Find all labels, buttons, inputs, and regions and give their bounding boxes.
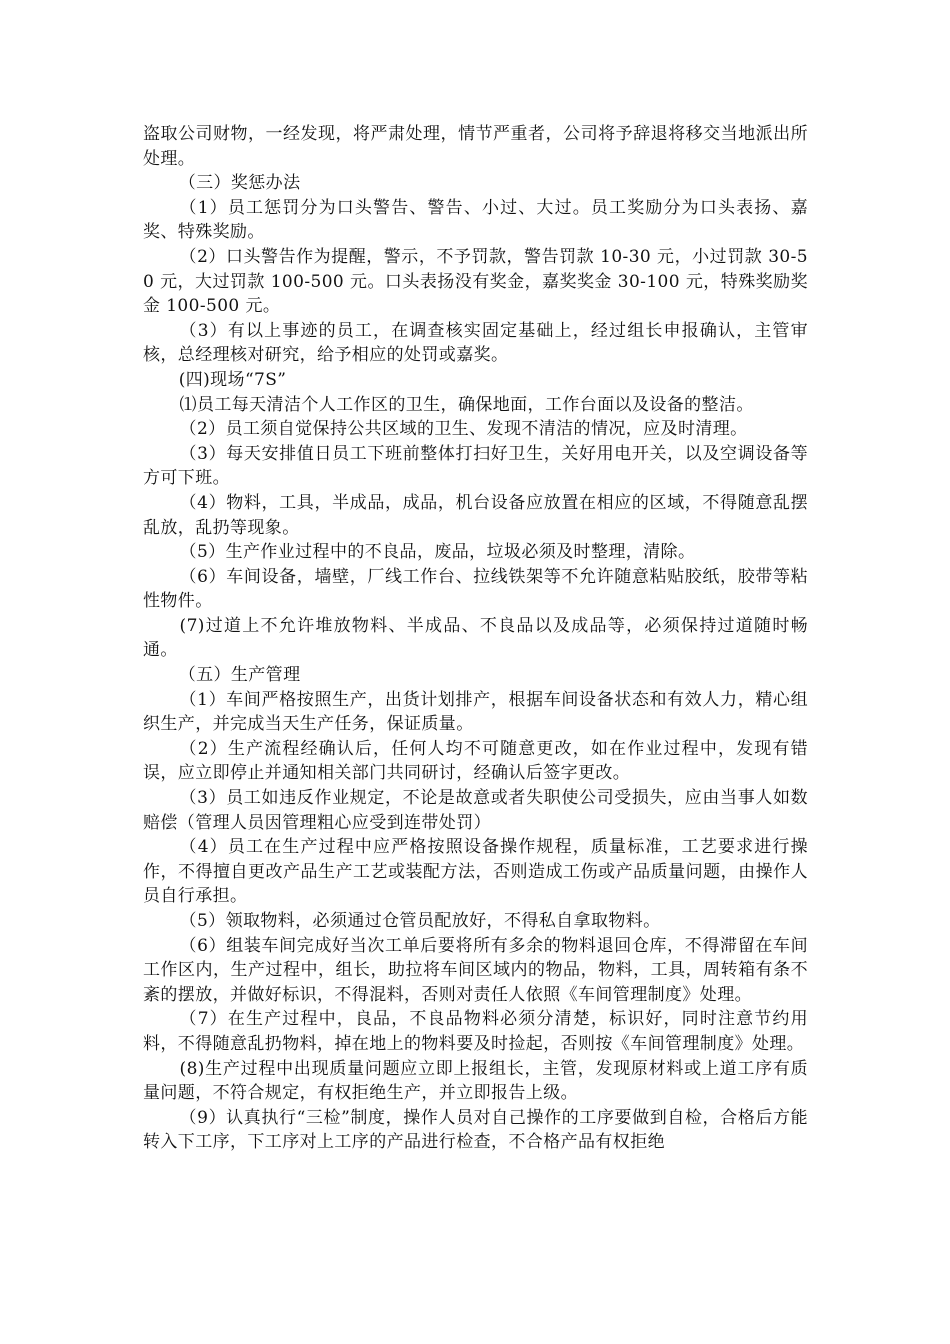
list-item: （7）在生产过程中，良品，不良品物料必须分清楚，标识好，同时注意节约用料，不得随意乱扔物料，掉在地上的物料要及时捡起，否则按《车间管理制度》处理。 xyxy=(143,1009,808,1054)
list-item: （5）领取物料，必须通过仓管员配放好，不得私自拿取物料。 xyxy=(179,911,661,931)
list-item: （6）车间设备，墙壁，厂线工作台、拉线铁架等不允许随意粘贴胶纸，胶带等粘性物件。 xyxy=(143,566,808,612)
list-item: （2）生产流程经确认后，任何人均不可随意更改，如在作业过程中，发现有错误，应立即停止并通知相关部门共同研讨，经确认后签字更改。 xyxy=(143,738,808,784)
list-item: （3）有以上事迹的员工，在调查核实固定基础上，经过组长申报确认，主管审核，总经理核对研究，给予相应的处罚或嘉奖。 xyxy=(143,320,808,366)
list-item: （4）员工在生产过程中应严格按照设备操作规程，质量标准，工艺要求进行操作，不得擅自更改产品生产工艺或装配方法，否则造成工伤或产品质量问题，由操作人员自行承担。 xyxy=(143,837,808,907)
list-item: （2）口头警告作为提醒，警示，不予罚款，警告罚款 10-30 元，小过罚款 30-50 元，大过罚款 100-500 元。口头表扬没有奖金，嘉奖奖金 30-100 元，特殊奖励奖金 100-500 元。 xyxy=(143,246,808,317)
list-item: （1）车间严格按照生产，出货计划排产，根据车间设备状态和有效人力，精心组织生产，并完成当天生产任务，保证质量。 xyxy=(143,689,808,735)
list-item: (8)生产过程中出现质量问题应立即上报组长，主管，发现原材料或上道工序有质量问题，不符合规定，有权拒绝生产，并立即报告上级。 xyxy=(143,1058,808,1104)
document-page xyxy=(143,122,808,1155)
list-item: （5）生产作业过程中的不良品，废品，垃圾必须及时整理，清除。 xyxy=(179,542,696,563)
section-heading-rewards-penalties: （三）奖惩办法 xyxy=(178,173,301,194)
list-item: （1）员工惩罚分为口头警告、警告、小过、大过。员工奖励分为口头表扬、嘉奖、特殊奖励。 xyxy=(143,197,808,243)
list-item: （3）员工如违反作业规定，不论是故意或者失职使公司受损失，应由当事人如数赔偿（管理人员因管理粗心应受到连带处罚） xyxy=(143,788,808,833)
list-item: （6）组装车间完成好当次工单后要将所有多余的物料退回仓库，不得滞留在车间工作区内，生产过程中，组长，助拉将车间区域内的物品，物料，工具，周转箱有条不紊的摆放，并做好标识，不得混料，否则对责任人依照《车间管理制度》处理。 xyxy=(143,935,808,1005)
list-item: （2）员工须自觉保持公共区域的卫生、发现不清洁的情况，应及时清理。 xyxy=(179,419,748,440)
list-item: ⑴员工每天清洁个人工作区的卫生，确保地面，工作台面以及设备的整洁。 xyxy=(179,394,754,415)
list-item: （9）认真执行“三检”制度，操作人员对自己操作的工序要做到自检，合格后方能转入下工序，下工序对上工序的产品进行检查，不合格产品有权拒绝 xyxy=(143,1107,808,1153)
section-heading-production-management: （五）生产管理 xyxy=(178,665,301,686)
section-heading-7s: (四)现场“7S” xyxy=(178,369,287,390)
list-item: (7)过道上不允许堆放物料、半成品、不良品以及成品等，必须保持过道随时畅通。 xyxy=(143,615,808,661)
paragraph-continuation: 盗取公司财物，一经发现，将严肃处理，情节严重者，公司将予辞退将移交当地派出所处理。 xyxy=(143,124,808,169)
list-item: （3）每天安排值日员工下班前整体打扫好卫生，关好用电开关，以及空调设备等方可下班。 xyxy=(143,443,808,489)
list-item: （4）物料，工具，半成品，成品，机台设备应放置在相应的区域，不得随意乱摆乱放，乱扔等现象。 xyxy=(143,492,808,538)
